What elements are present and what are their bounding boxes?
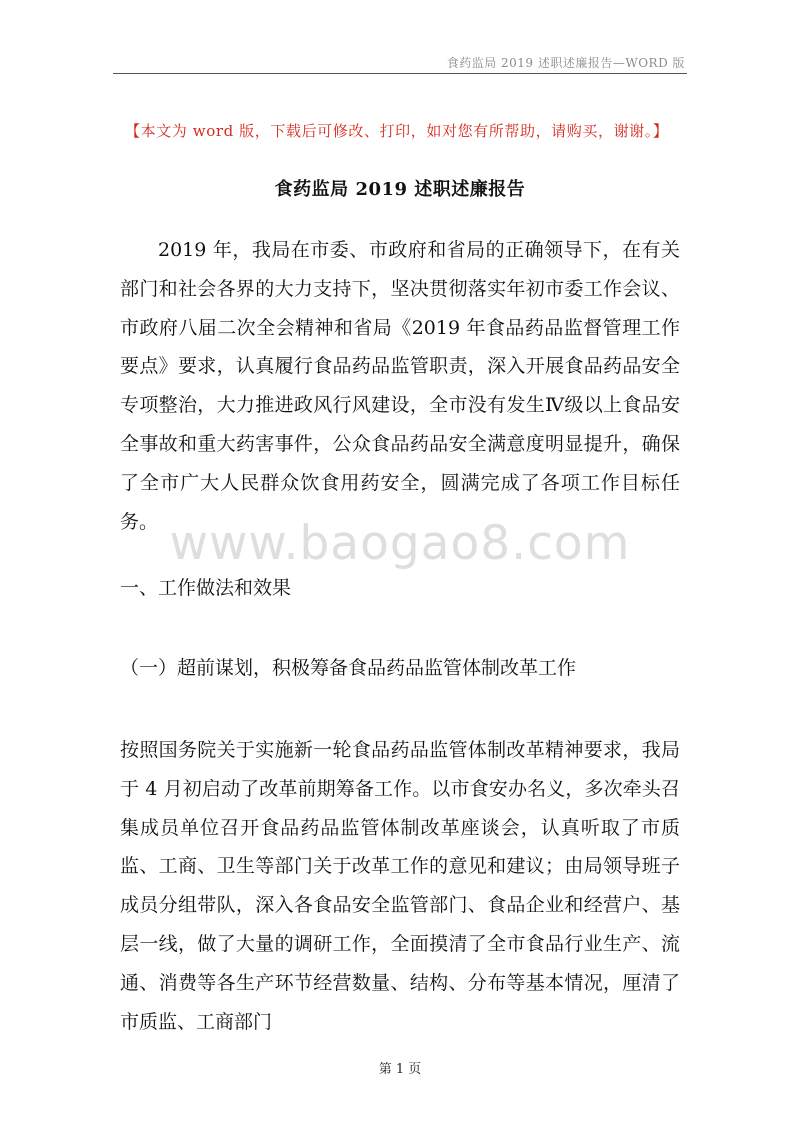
document-title: 食药监局 2019 述职述廉报告 xyxy=(274,179,526,200)
purchase-notice: 【本文为 word 版，下载后可修改、打印，如对您有所帮助，请购买，谢谢。】 xyxy=(125,122,669,140)
section-heading: 一、工作做法和效果 xyxy=(120,577,292,599)
subsection-heading: （一）超前谋划，积极筹备食品药品监管体制改革工作 xyxy=(120,657,577,679)
watermark-text: www.baogao8.com xyxy=(169,516,631,571)
header-rule xyxy=(113,73,687,74)
page-number: 第 1 页 xyxy=(378,1062,422,1077)
body-paragraph-1: 2019 年，我局在市委、市政府和省局的正确领导下，在有关部门和社会各界的大力支持下，坚决贯彻落实年初市委工作会议、市政府八届二次全会精神和省局《2019 年食品药品监督管理工作要点》要求，认真履行食品药品监管职责，深入开展食品药品安全专项整治，大力推进政风行风建设，全市没有发生Ⅳ级以上食品安全事故和重大药害事件，公众食品药品安全满意度明显提升，确保了全市广大人民群众饮食用药安全，圆满完成了各项工作目标任务。 xyxy=(120,239,680,533)
body-paragraph-2: 按照国务院关于实施新一轮食品药品监管体制改革精神要求，我局于 4 月初启动了改革前期筹备工作。以市食安办名义，多次牵头召集成员单位召开食品药品监管体制改革座谈会，认真听取了市质监、工商、卫生等部门关于改革工作的意见和建议；由局领导班子成员分组带队，深入各食品安全监管部门、食品企业和经营户、基层一线，做了大量的调研工作，全面摸清了全市食品行业生产、流通、消费等各生产环节经营数量、结构、分布等基本情况，厘清了市质监、工商部门 xyxy=(120,739,680,1033)
page-header: 食药监局 2019 述职述廉报告—WORD 版 xyxy=(446,56,685,70)
